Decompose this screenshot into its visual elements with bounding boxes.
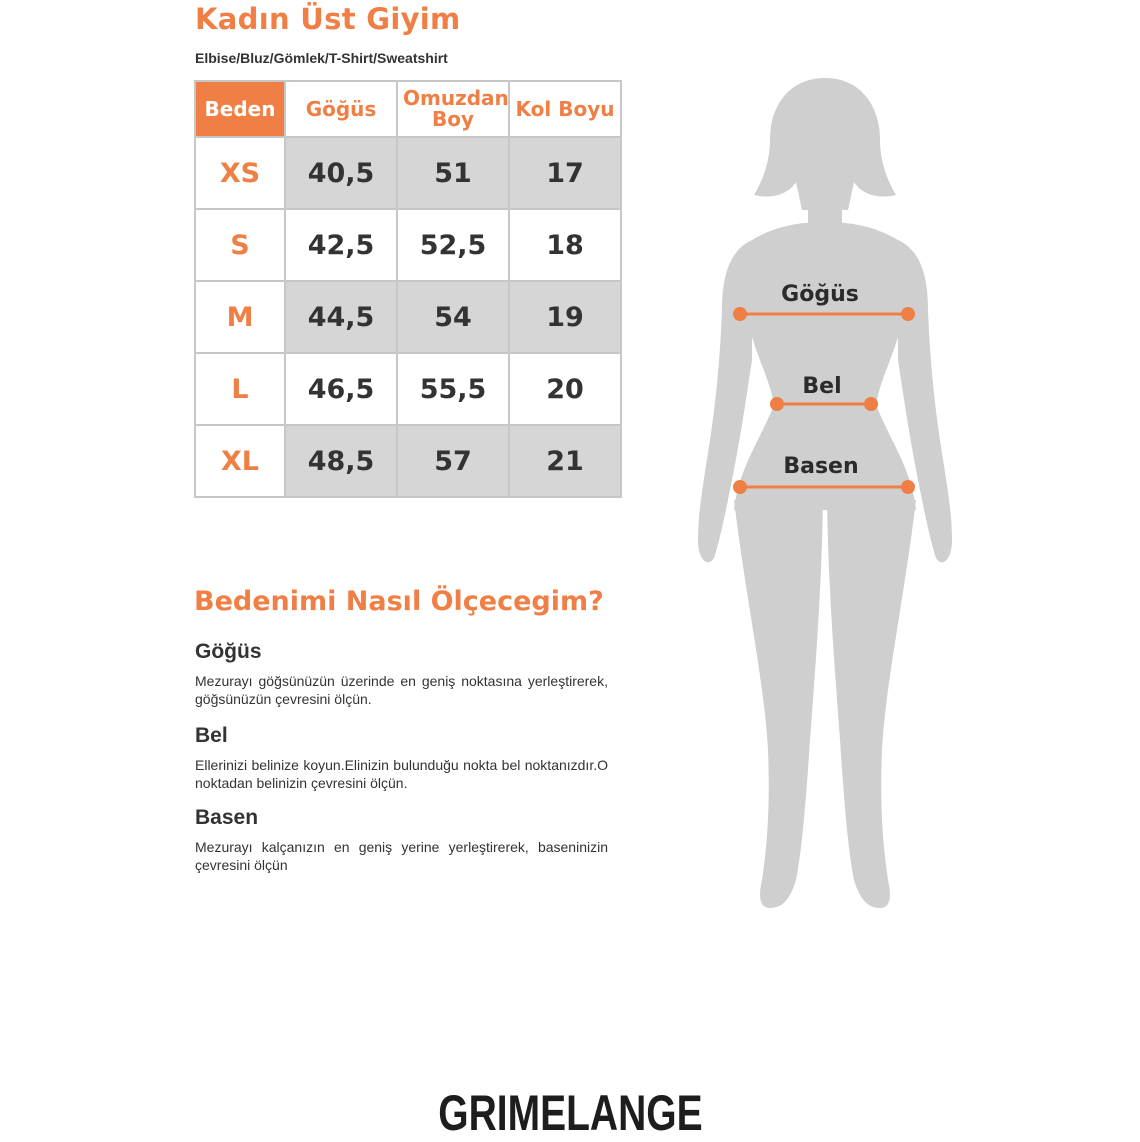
waist-label: Bel — [802, 374, 842, 399]
guide-chest-title: Göğüs — [195, 640, 262, 663]
chest-cell: 48,5 — [285, 425, 397, 497]
chest-cell: 46,5 — [285, 353, 397, 425]
sleeve-cell: 21 — [509, 425, 621, 497]
silhouette-shape — [698, 78, 952, 908]
guide-chest-text: Mezurayı göğsünüzün üzerinde en geniş noktasına yerleştirerek, göğsünüzün çevresini ölçün. — [195, 673, 608, 707]
size-cell: S — [195, 209, 285, 281]
table-row — [195, 209, 621, 281]
table-row — [195, 353, 621, 425]
header-omuzdan-boy — [397, 81, 509, 137]
size-cell: M — [195, 281, 285, 353]
chest-cell: 42,5 — [285, 209, 397, 281]
header-beden: Beden — [195, 81, 285, 137]
length-cell: 54 — [397, 281, 509, 353]
sleeve-cell: 17 — [509, 137, 621, 209]
size-cell: XS — [195, 137, 285, 209]
size-table — [194, 80, 622, 498]
table-header-row — [195, 81, 621, 137]
sleeve-cell: 20 — [509, 353, 621, 425]
guide-title: Bedenimi Nasıl Ölçecegim? — [194, 586, 604, 617]
guide-waist-text: Ellerinizi belinize koyun.Elinizin bulunduğu nokta bel noktanızdır.O noktadan belinizin çevresini ölçün. — [195, 757, 608, 791]
chest-cell: 44,5 — [285, 281, 397, 353]
header-kol-boyu: Kol Boyu — [509, 81, 621, 137]
page-title: Kadın Üst Giyim — [195, 2, 461, 36]
chest-label: Göğüs — [781, 282, 859, 307]
sleeve-cell: 19 — [509, 281, 621, 353]
length-cell: 57 — [397, 425, 509, 497]
guide-hip-title: Basen — [195, 806, 259, 829]
table-row — [195, 281, 621, 353]
table-row — [195, 425, 621, 497]
guide-waist-title: Bel — [195, 724, 228, 747]
sleeve-cell: 18 — [509, 209, 621, 281]
size-cell: XL — [195, 425, 285, 497]
size-cell: L — [195, 353, 285, 425]
page-subtitle: Elbise/Bluz/Gömlek/T-Shirt/Sweatshirt — [195, 50, 448, 66]
chest-cell: 40,5 — [285, 137, 397, 209]
header-gogus: Göğüs — [285, 81, 397, 137]
body-silhouette — [690, 60, 960, 940]
header-omuzdan-boy-label: Omuzdan Boy — [403, 86, 509, 131]
table-row — [195, 137, 621, 209]
length-cell: 51 — [397, 137, 509, 209]
brand-logo: GRIMELANGE — [438, 1085, 703, 1141]
length-cell: 52,5 — [397, 209, 509, 281]
guide-hip-text: Mezurayı kalçanızın en geniş yerine yerleştirerek, baseninizin çevresini ölçün — [195, 839, 608, 873]
length-cell: 55,5 — [397, 353, 509, 425]
hip-label: Basen — [783, 454, 859, 479]
